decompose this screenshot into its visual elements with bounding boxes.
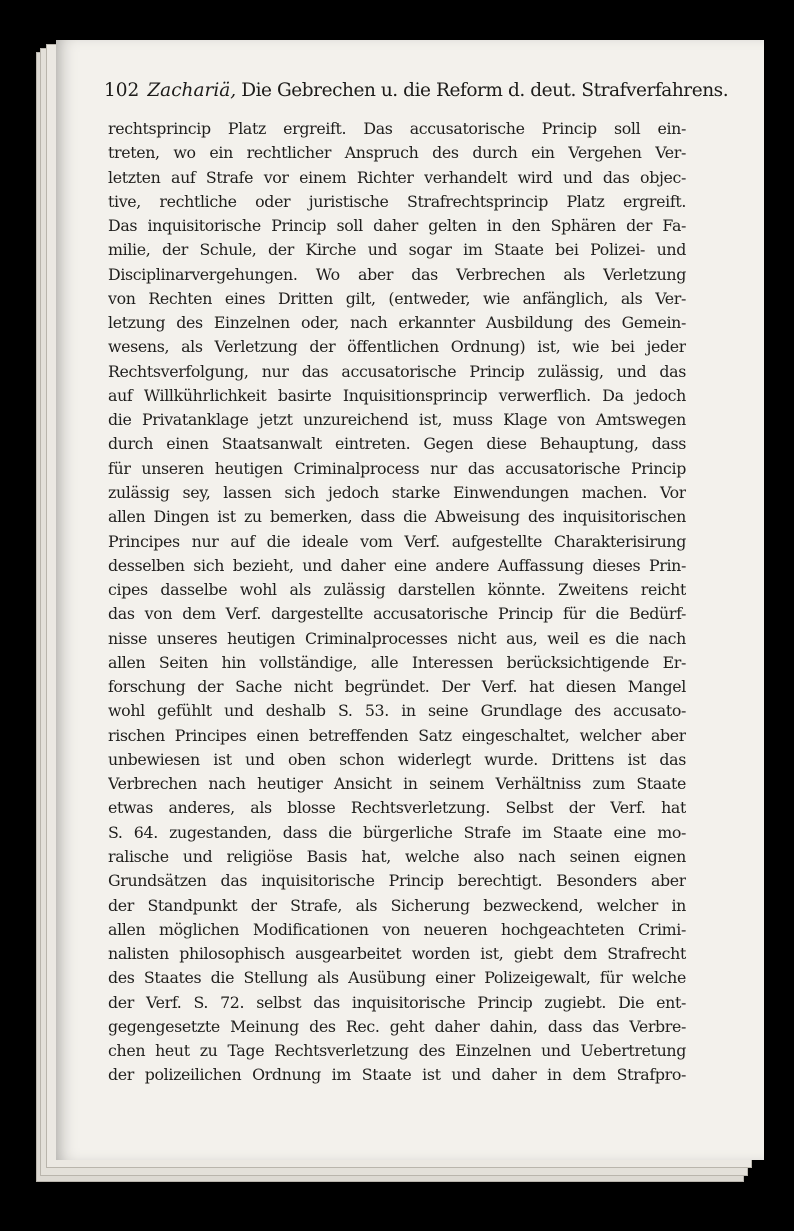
text-line: letzung des Einzelnen oder, nach erkannter Ausbildung des Gemein- bbox=[108, 313, 686, 333]
text-line: Das inquisitorische Princip soll daher gelten in den Sphären der Fa- bbox=[108, 216, 686, 236]
text-line: rischen Principes einen betreffenden Satz eingeschaltet, welcher aber bbox=[108, 725, 686, 745]
body-text bbox=[108, 117, 686, 1088]
text-line: allen Dingen ist zu bemerken, dass die Abweisung des inquisitorischen bbox=[108, 507, 686, 527]
text-line: für unseren heutigen Criminalprocess nur das accusatorische Princip bbox=[108, 458, 686, 478]
text-line: der Standpunkt der Strafe, als Sicherung bezweckend, welcher in bbox=[108, 895, 686, 915]
text-line: des Staates die Stellung als Ausübung einer Polizeigewalt, für welche bbox=[108, 968, 686, 988]
text-line: wesens, als Verletzung der öffentlichen Ordnung) ist, wie bei jeder bbox=[108, 337, 686, 357]
text-line: treten, wo ein rechtlicher Anspruch des durch ein Vergehen Ver- bbox=[108, 143, 686, 163]
text-line: allen Seiten hin vollständige, alle Interessen berücksichtigende Er- bbox=[108, 652, 686, 672]
text-line: tive, rechtliche oder juristische Strafrechtsprincip Platz ergreift. bbox=[108, 191, 686, 211]
text-line: S. 64. zugestanden, dass die bürgerliche Strafe im Staate eine mo- bbox=[108, 822, 686, 842]
text-line: Grundsätzen das inquisitorische Princip berechtigt. Besonders aber bbox=[108, 871, 686, 891]
text-line: desselben sich bezieht, und daher eine andere Auffassung dieses Prin- bbox=[108, 555, 686, 575]
text-line: cipes dasselbe wohl als zulässig darstellen könnte. Zweitens reicht bbox=[108, 580, 686, 600]
text-line: von Rechten eines Dritten gilt, (entweder, wie anfänglich, als Ver- bbox=[108, 288, 686, 308]
text-line: nalisten philosophisch ausgearbeitet worden ist, giebt dem Strafrecht bbox=[108, 944, 686, 964]
header-title: Die Gebrechen u. die Reform d. deut. Strafverfahrens. bbox=[241, 80, 729, 101]
header-author: Zachariä, bbox=[147, 80, 237, 101]
text-line: Verbrechen nach heutiger Ansicht in seinem Verhältniss zum Staate bbox=[108, 774, 686, 794]
text-line: milie, der Schule, der Kirche und sogar im Staate bei Polizei- und bbox=[108, 240, 686, 260]
page-number: 102 bbox=[104, 80, 140, 101]
text-line: forschung der Sache nicht begründet. Der Verf. hat diesen Mangel bbox=[108, 677, 686, 697]
text-line: der Verf. S. 72. selbst das inquisitorische Princip zugiebt. Die ent- bbox=[108, 992, 686, 1012]
text-line: die Privatanklage jetzt unzureichend ist, muss Klage von Amtswegen bbox=[108, 410, 686, 430]
text-line: auf Willkührlichkeit basirte Inquisitionsprincip verwerflich. Da jedoch bbox=[108, 385, 686, 405]
text-line: Rechtsverfolgung, nur das accusatorische Princip zulässig, und das bbox=[108, 361, 686, 381]
text-line: unbewiesen ist und oben schon widerlegt wurde. Drittens ist das bbox=[108, 749, 686, 769]
text-line: rechtsprincip Platz ergreift. Das accusatorische Princip soll ein- bbox=[108, 119, 686, 138]
running-header bbox=[104, 80, 729, 112]
text-line: zulässig sey, lassen sich jedoch starke Einwendungen machen. Vor bbox=[108, 482, 686, 502]
text-line: nisse unseres heutigen Criminalprocesses nicht aus, weil es die nach bbox=[108, 628, 686, 648]
text-line: durch einen Staatsanwalt eintreten. Gegen diese Behauptung, dass bbox=[108, 434, 686, 454]
text-line: gegengesetzte Meinung des Rec. geht daher dahin, dass das Verbre- bbox=[108, 1016, 686, 1036]
text-line: Disciplinarvergehungen. Wo aber das Verbrechen als Verletzung bbox=[108, 264, 686, 284]
text-line: das von dem Verf. dargestellte accusatorische Princip für die Bedürf- bbox=[108, 604, 686, 624]
text-line: wohl gefühlt und deshalb S. 53. in seine Grundlage des accusato- bbox=[108, 701, 686, 721]
text-line: Principes nur auf die ideale vom Verf. aufgestellte Charakterisirung bbox=[108, 531, 686, 551]
text-line: chen heut zu Tage Rechtsverletzung des Einzelnen und Uebertretung bbox=[108, 1041, 686, 1061]
text-line: etwas anderes, als blosse Rechtsverletzung. Selbst der Verf. hat bbox=[108, 798, 686, 818]
text-line: ralische und religiöse Basis hat, welche also nach seinen eignen bbox=[108, 846, 686, 866]
text-line: letzten auf Strafe vor einem Richter verhandelt wird und das objec- bbox=[108, 167, 686, 187]
text-line: der polizeilichen Ordnung im Staate ist und daher in dem Strafpro- bbox=[108, 1065, 686, 1085]
text-line: allen möglichen Modificationen von neueren hochgeachteten Crimi- bbox=[108, 919, 686, 939]
